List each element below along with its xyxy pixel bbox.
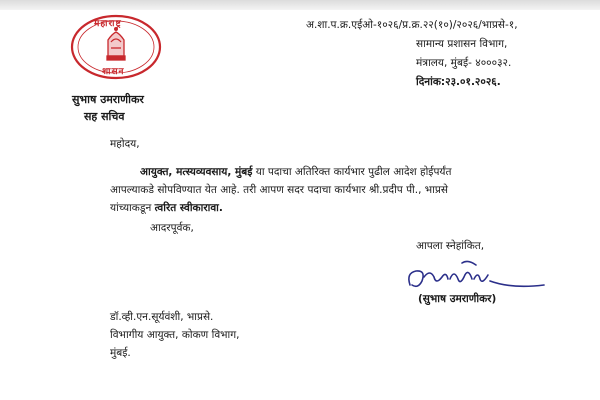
body-post-title: आयुक्त, मत्स्यव्यवसाय, मुंबई bbox=[140, 166, 253, 178]
recipient-city: मुंबई. bbox=[110, 347, 131, 359]
closing-line: आपला स्नेहांकित, bbox=[416, 240, 485, 252]
sender-designation: सह सचिव bbox=[84, 110, 125, 123]
body-line-3-pre: यांच्याकडून bbox=[110, 202, 155, 214]
government-seal bbox=[68, 12, 164, 82]
letter-date bbox=[416, 73, 501, 92]
regards: आदरपूर्वक, bbox=[150, 222, 194, 234]
recipient-name: डॉ.व्ही.एन.सूर्यवंशी, भाप्रसे. bbox=[110, 311, 214, 323]
reference-number: अ.शा.प.क्र.एईओ-१०२६/प्र.क्र.२२(१०)/२०२६/भाप्रसे-१, bbox=[306, 19, 518, 31]
body-line-1 bbox=[140, 163, 452, 181]
seal-top-text: महाराष्ट्र bbox=[94, 19, 122, 29]
department-name: सामान्य प्रशासन विभाग, bbox=[416, 38, 508, 50]
body-line-1-rest: या पदाचा अतिरिक्त कार्यभार पुढील आदेश होईपर्यंत bbox=[255, 166, 452, 178]
body-line-3 bbox=[110, 199, 223, 217]
salutation: महोदय, bbox=[110, 138, 140, 150]
recipient-designation: विभागीय आयुक्त, कोकण विभाग, bbox=[110, 329, 240, 341]
signatory-name: (सुभाष उमराणीकर) bbox=[418, 293, 497, 305]
body-line-2: आपल्याकडे सोपविण्यात येत आहे. तरी आपण सदर पदाचा कार्यभार श्री.प्रदीप पी., भाप्रसे bbox=[110, 184, 448, 196]
top-edge-shadow bbox=[0, 0, 600, 10]
sender-name: सुभाष उमराणीकर bbox=[72, 93, 144, 106]
body-line-3-emphasis: त्वरित स्वीकारावा. bbox=[154, 202, 223, 214]
date-label: दिनांक: bbox=[416, 76, 446, 88]
office-address: मंत्रालय, मुंबई- ४०००३२. bbox=[416, 57, 512, 69]
seal-bottom-text: शासन bbox=[102, 67, 125, 77]
date-value: २३.०१.२०२६. bbox=[445, 76, 501, 88]
